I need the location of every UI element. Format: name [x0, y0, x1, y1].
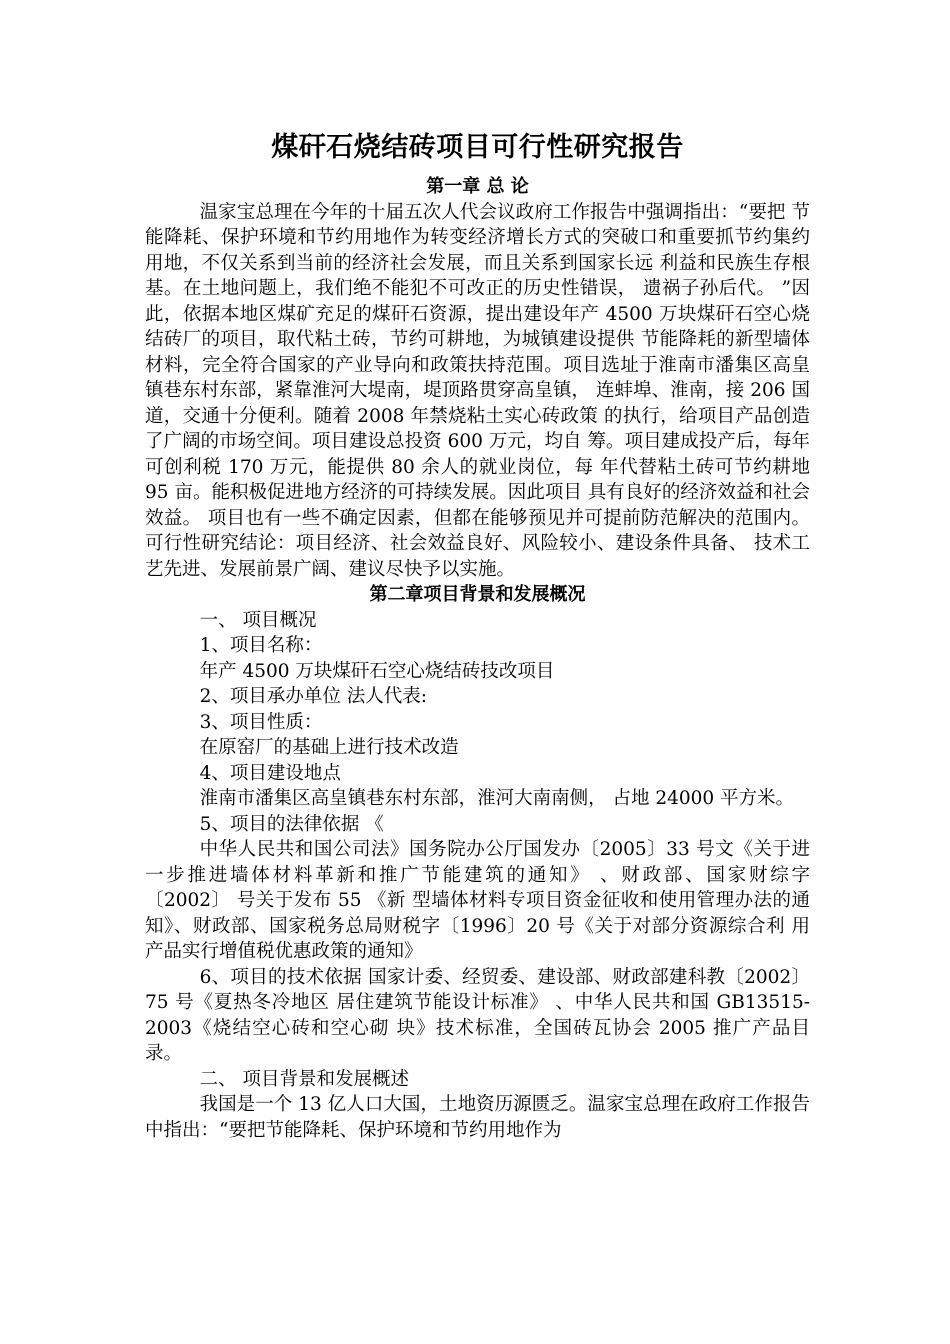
item-6-paragraph: 6、项目的技术依据 国家计委、经贸委、建设部、财政部建科教〔2002〕75 号《夏热冬冷地区 居住建筑节能设计标准》 、中华人民共和国 GB13515-2003《烧结空心砖和空心砌 块》技术标准，全国砖瓦协会 2005 推广产品目录。 [145, 966, 810, 1064]
item-5-value: 中华人民共和国公司法》国务院办公厅国发办〔2005〕33 号文《关于进 一步推进墙体材料革新和推广节能建筑的通知》 、财政部、国家财综字 〔2002〕 号关于发布 55 《新 型墙体材料专项目资金征收和使用管理办法的通知》、财政部、国家税务总局财税字〔1996〕20 号《关于对部分资源综合利 用产品实行增值税优惠政策的通知》 [145, 839, 810, 962]
item-4-value: 淮南市潘集区高皇镇巷东村东部，淮河大南南侧， 占地 24000 平方米。 [199, 788, 795, 809]
item-1-value: 年产 4500 万块煤矸石空心烧结砖技改项目 [199, 660, 555, 682]
section-1-heading: 一、 项目概况 [199, 609, 317, 631]
chapter-1-heading: 第一章 总 论 [426, 176, 529, 197]
item-3-label: 3、项目性质： [199, 711, 323, 733]
item-2-label: 2、项目承办单位 法人代表: [199, 686, 427, 707]
section-2-heading: 二、 项目背景和发展概述 [199, 1068, 409, 1090]
document-title: 煤矸石烧结砖项目可行性研究报告 [271, 132, 684, 163]
item-5-label: 5、项目的法律依据 《 [199, 813, 384, 835]
item-1-label: 1、项目名称： [199, 635, 323, 656]
item-4-label: 4、项目建设地点 [199, 762, 341, 784]
chapter-1-paragraph: 温家宝总理在今年的十届五次人代会议政府工作报告中强调指出：“要把 节能降耗、保护环境和节约用地作为转变经济增长方式的突破口和重要抓节约集约用地，不仅关系到当前的经济社会发展，而且关系到国家长远 利益和民族生存根基。在土地问题上，我们绝不能犯不可改正的历史性错误， 遗祸子孙后代。 ”因此，依据本地区煤矿充足的煤矸石资源，提出建设年产 4500 万块煤矸石空心烧结砖厂的项目，取代粘土砖，节约可耕地，为城镇建设提供 节能降耗的新型墙体材料，完全符合国家的产业导向和政策扶持范围。项目选址于淮南市潘集区高皇镇巷东村东部，紧靠淮河大堤南，堤顶路贯穿高皇镇， 连蚌埠、淮南，接 206 国道，交通十分便利。随着 2008 年禁烧粘土实心砖政策 的执行，给项目产品创造了广阔的市场空间。项目建设总投资 600 万元，均自 筹。项目建成投产后，每年可创利税 170 万元，能提供 80 余人的就业岗位，每 年代替粘土砖可节约耕地 95 亩。能积极促进地方经济的可持续发展。因此项目 具有良好的经济效益和社会效益。 项目也有一些不确定因素，但都在能够预见并可提前防范解决的范围内。可行性研究结论：项目经济、社会效益良好、风险较小、建设条件具备、 技术工艺先进、发展前景广阔、建议尽快予以实施。 [145, 201, 810, 580]
item-3-value: 在原窑厂的基础上进行技术改造 [199, 737, 459, 758]
section-2-paragraph: 我国是一个 13 亿人口大国，土地资历源匮乏。温家宝总理在政府工作报告 中指出：“要把节能降耗、保护环境和节约用地作为 [145, 1094, 810, 1141]
document-page [145, 128, 810, 1143]
chapter-2-heading: 第二章项目背景和发展概况 [369, 584, 586, 605]
